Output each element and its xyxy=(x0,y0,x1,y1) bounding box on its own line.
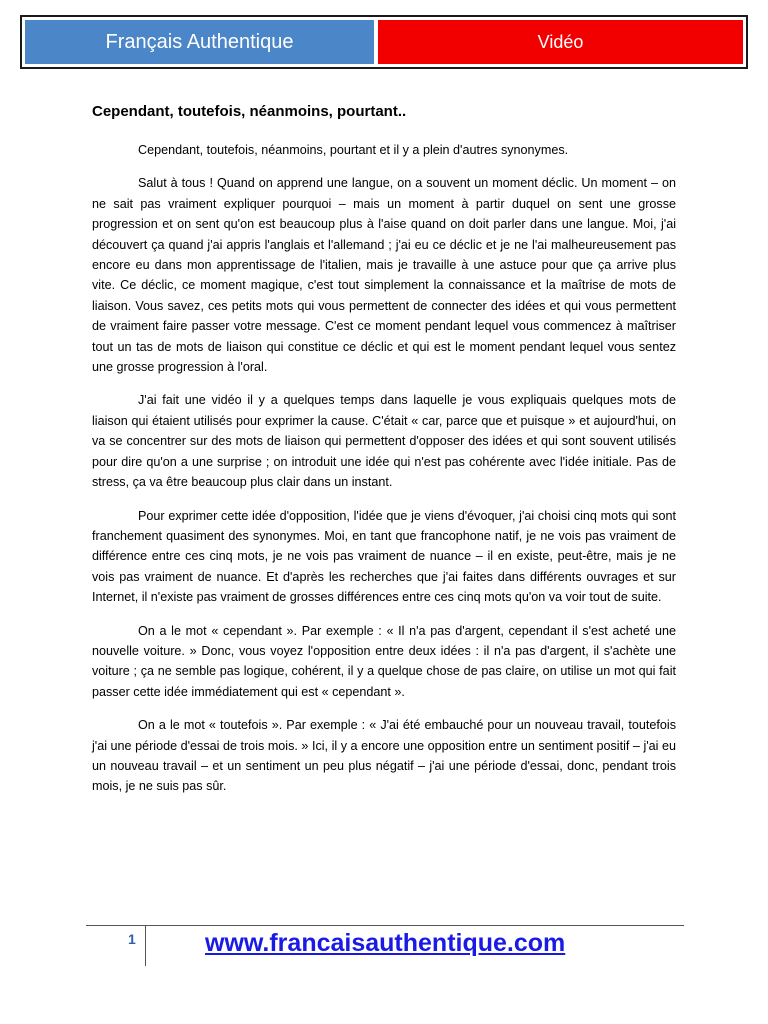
paragraph: J'ai fait une vidéo il y a quelques temps dans laquelle je vous expliquais quelques mots de liaison qui étaient utilisés pour exprimer la cause. C'était « car, parce que et puisque » et aujourd'hui, on va se concentrer sur des mots de liaison qui permettent d'opposer des idées et qui sont souvent utilisés pour dire qu'on a une surprise ; on introduit une idée qui n'est pas cohérente avec l'idée initiale. Pas de stress, ça va être beaucoup plus clair dans un instant. xyxy=(92,393,676,490)
paragraph: Pour exprimer cette idée d'opposition, l'idée que je viens d'évoquer, j'ai choisi cinq mots qui sont franchement quasiment des synonymes. Moi, en tant que francophone natif, je ne vois pas vraiment de différence entre ces cinq mots, je ne vois pas vraiment de nuance – il en existe, peut-être, mais je ne vois pas vraiment de nuance. Et d'après les recherches que j'ai faites dans différents ouvrages et sur Internet, il n'existe pas vraiment de grosses différences entre ces cinq mots qu'on va voir tout de suite. xyxy=(92,508,676,605)
paragraph: On a le mot « toutefois ». Par exemple : « J'ai été embauché pour un nouveau travail, toutefois j'ai une période d'essai de trois mois. » Ici, il y a encore une opposition entre un sentiment positif – j'ai eu un nouveau travail – et un sentiment un peu plus négatif – j'ai une période d'essai, donc, pendant trois mois, je ne suis pas sûr. xyxy=(92,718,676,794)
page-number: 1 xyxy=(128,931,136,947)
footer-divider xyxy=(86,925,684,926)
footer-separator xyxy=(145,926,146,966)
document-body xyxy=(92,140,676,810)
section-banner: Vidéo xyxy=(378,20,743,64)
paragraph: On a le mot « cependant ». Par exemple : « Il n'a pas d'argent, cependant il s'est acheté une nouvelle voiture. » Donc, vous voyez l'opposition entre deux idées : il n'a pas d'argent, il s'achète une voiture ; ça ne semble pas logique, cohérent, il y a quelque chose de pas claire, on utilise un mot qui fait passer cette idée immédiatement qui est « cependant ». xyxy=(92,623,676,699)
brand-banner: Français Authentique xyxy=(25,20,374,64)
document-title: Cependant, toutefois, néanmoins, pourtant.. xyxy=(92,103,407,120)
paragraph: Cependant, toutefois, néanmoins, pourtant et il y a plein d'autres synonymes. xyxy=(138,143,569,157)
page-header xyxy=(20,15,748,69)
website-link[interactable]: www.francaisauthentique.com xyxy=(205,929,566,957)
paragraph: Salut à tous ! Quand on apprend une langue, on a souvent un moment déclic. Un moment – on ne sait pas vraiment expliquer pourquoi – mais un moment à partir duquel on sent une grosse progression et on sent qu'on est beaucoup plus à l'aise quand on doit parler dans une langue. Moi, j'ai découvert ça quand j'ai appris l'anglais et l'allemand ; j'ai eu ce déclic et je ne l'ai malheureusement pas encore eu dans mon apprentissage de l'italien, mais je travaille à une astuce pour que ça arrive plus vite. Ce déclic, ce moment magique, c'est tout simplement la connaissance et la maîtrise de mots de liaison. Vous savez, ces petits mots qui vous permettent de connecter des idées et qui vous permettent de vraiment faire passer votre message. C'est ce moment pendant lequel vous commencez à maîtriser tout un tas de mots de liaison qui constitue ce déclic et qui est le moment pendant lequel vous sentez une grosse progression à l'oral. xyxy=(92,176,676,375)
